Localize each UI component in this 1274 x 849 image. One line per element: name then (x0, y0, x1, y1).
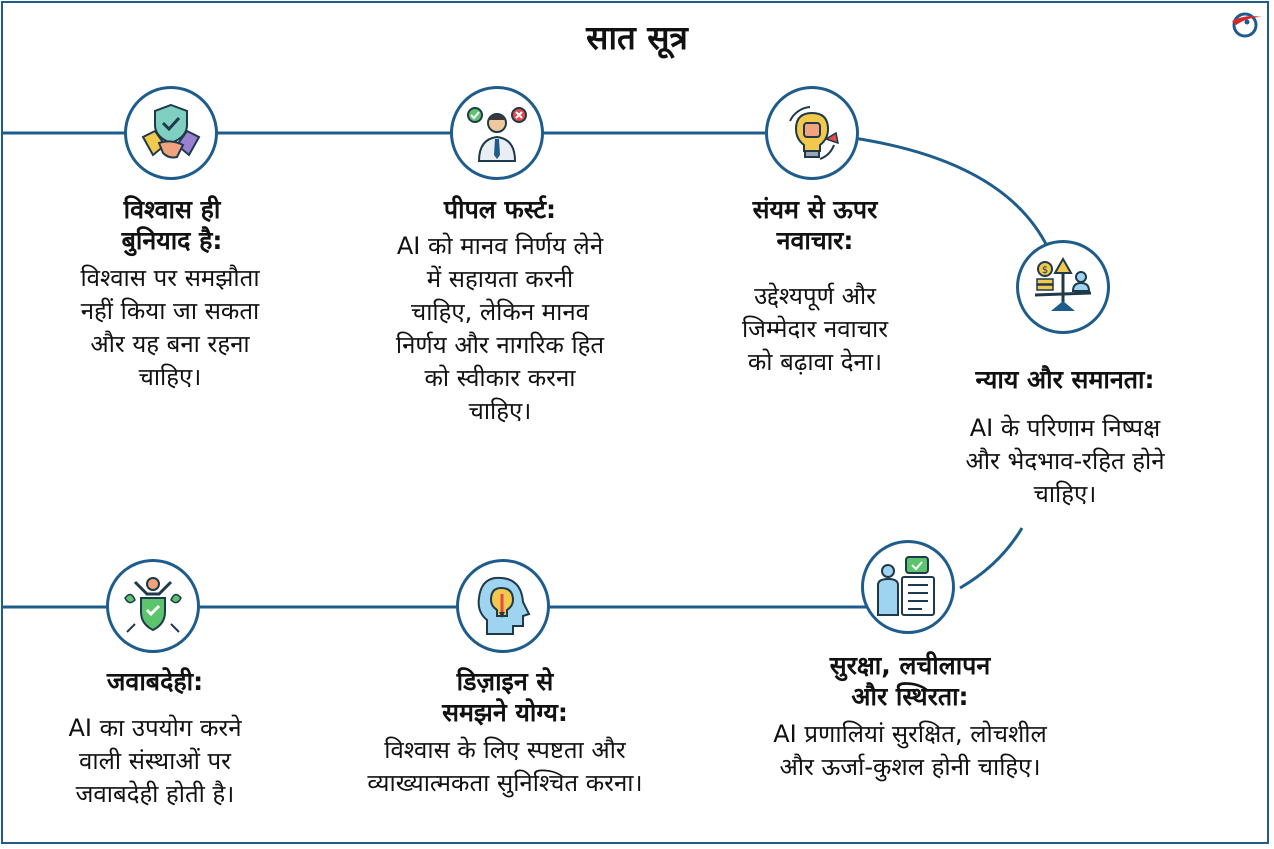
principle-heading: सुरक्षा, लचीलापन और स्थिरता: (829, 651, 991, 711)
principle-description: विश्वास पर समझौता नहीं किया जा सकता और यह बना रहना चाहिए। (80, 264, 260, 391)
lightbulb-fist-icon (780, 101, 844, 165)
principle-description: AI के परिणाम निष्पक्ष और भेदभाव-रहित होने चाहिए। (965, 414, 1165, 508)
principle-heading: संयम से ऊपर नवाचार: (752, 195, 878, 255)
person-choice-icon (465, 101, 529, 165)
principle-heading: जवाबदेही: (106, 667, 204, 696)
node-innovation (765, 86, 859, 180)
principle-description: उद्देश्यपूर्ण और जिम्मेदार नवाचार को बढ़ावा देना। (741, 282, 889, 376)
principle-description: AI को मानव निर्णय लेने में सहायता करनी चाहिए, लेकिन मानव निर्णय और नागरिक हित को स्वीकार करना चाहिए। (395, 232, 605, 425)
handshake-shield-icon (139, 101, 203, 165)
head-idea-icon (471, 574, 535, 638)
node-safety (861, 540, 955, 634)
principle-description: AI प्रणालियां सुरक्षित, लोचशील और ऊर्जा-कुशल होनी चाहिए। (773, 720, 1047, 781)
node-trust (124, 86, 218, 180)
node-people-first (450, 86, 544, 180)
balance-scale-icon (1031, 255, 1095, 319)
principle-heading: पीपल फर्स्ट: (443, 195, 557, 224)
accountability-person-icon (121, 574, 185, 638)
principle-heading: विश्वास ही बुनियाद है: (121, 195, 223, 255)
node-accountability (106, 559, 200, 653)
svg-text:$: $ (1041, 265, 1049, 276)
curve-connector-bottom (960, 528, 1022, 588)
principle-heading: डिज़ाइन से समझने योग्य: (442, 667, 568, 727)
checklist-person-icon (876, 555, 940, 619)
node-justice (1016, 240, 1110, 334)
principle-description: विश्वास के लिए स्पष्टता और व्याख्यात्मकता सुनिश्चित करना। (367, 736, 643, 797)
node-explainability (456, 559, 550, 653)
principle-description: AI का उपयोग करने वाली संस्थाओं पर जवाबदेही होती है। (68, 714, 242, 808)
principle-heading: न्याय और समानता: (975, 365, 1155, 394)
diagram-title: सात सूत्र (586, 18, 688, 57)
